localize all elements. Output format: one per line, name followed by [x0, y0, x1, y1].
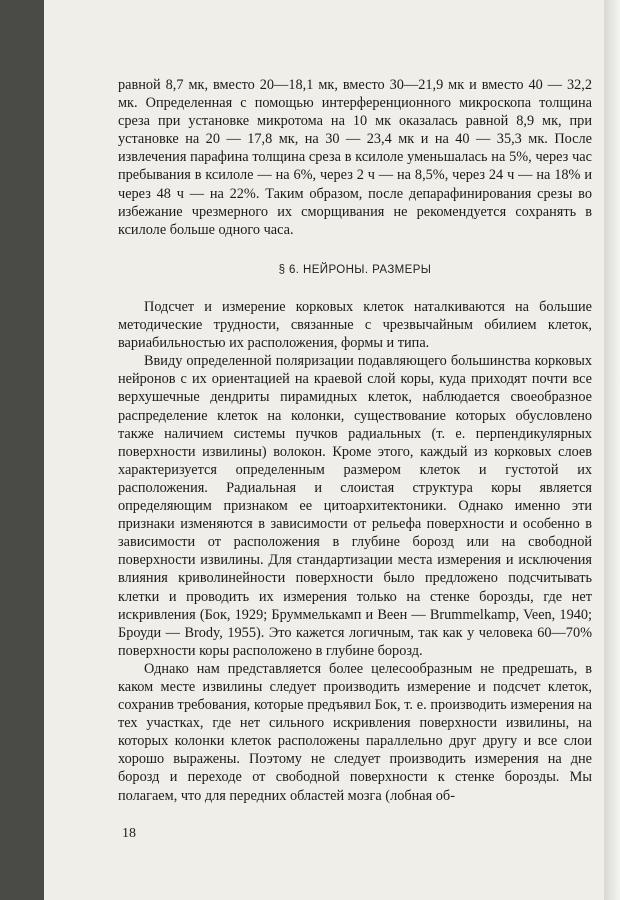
- section-body: [118, 298, 592, 805]
- section-heading: § 6. НЕЙРОНЫ. РАЗМЕРЫ: [278, 264, 432, 276]
- page-number: 18: [122, 826, 136, 841]
- paragraph-1: Подсчет и измерение корковых клеток наталкиваются на большие методические трудности, связанные с чрезвычайным обилием клеток, вариабильностью их расположения, формы и типа.: [118, 299, 592, 352]
- paragraph-3: Однако нам представляется более целесообразным не предрешать, в каком месте извилины следует производить измерение и подсчет клеток, сохранив требования, которые предъявил Бок, т. е. производить измерения на тех участках, где нет сильного искривления поверхности извилины, на которых колонки клеток расположены параллельно друг другу и все слои хорошо выражены. Поэтому не следует производить измерения на дне борозд и переходе от свободной поверхности к стенке борозды. Мы полагаем, что для передних областей мозга (лобная об-: [118, 660, 592, 804]
- paragraph-2: Ввиду определенной поляризации подавляющего большинства корковых нейронов с их ориентацией на краевой слой коры, куда приходят почти все верхушечные дендриты пирамидных клеток, наблюдается своеобразное распределение клеток на колонки, существование которых обусловлено также наличием системы пучков радиальных (т. е. перпендикулярных поверхности извилины) волокон. Кроме этого, каждый из корковых слоев характеризуется определенным размером клеток и густотой их расположения. Радиальная и слоистая структура коры является определяющим признаком ее цитоархитектоники. Однако именно эти признаки изменяются в зависимости от рельефа поверхности и особенно в зависимости от расположения в глубине борозд или на свободной поверхности извилины. Для стандартизации места измерения и исключения влияния криволинейности поверхности было предложено подсчитывать клетки и проводить их измерения только на стенке борозды, где нет искривления (Бок, 1929; Бруммелькамп и Веен — Brummelkamp, Veen, 1940; Броуди — Brody, 1955). Это кажется логичным, так как у человека 60—70% поверхности коры расположено в глубине борозд.: [118, 353, 592, 659]
- page-edge: [604, 0, 620, 900]
- paragraph-text: равной 8,7 мк, вместо 20—18,1 мк, вместо 30—21,9 мк и вместо 40 — 32,2 мк. Определенная с помощью интерференционного микроскопа толщина среза при установке микротома на 10 мк оказалась равной 8,9 мк, при установке на 20 — 17,8 мк, на 30 — 23,4 мк и на 40 — 35,3 мк. После извлечения парафина толщина среза в ксилоле уменьшалась на 5%, через час пребывания в ксилоле — на 6%, через 2 ч — на 8,5%, через 24 ч — на 18% и через 48 ч — на 22%. Таким образом, после депарафинирования срезы во избежание чрезмерного их сморщивания не рекомендуется сохранять в ксилоле больше одного часа.: [118, 77, 592, 238]
- continuation-paragraph: [118, 76, 592, 239]
